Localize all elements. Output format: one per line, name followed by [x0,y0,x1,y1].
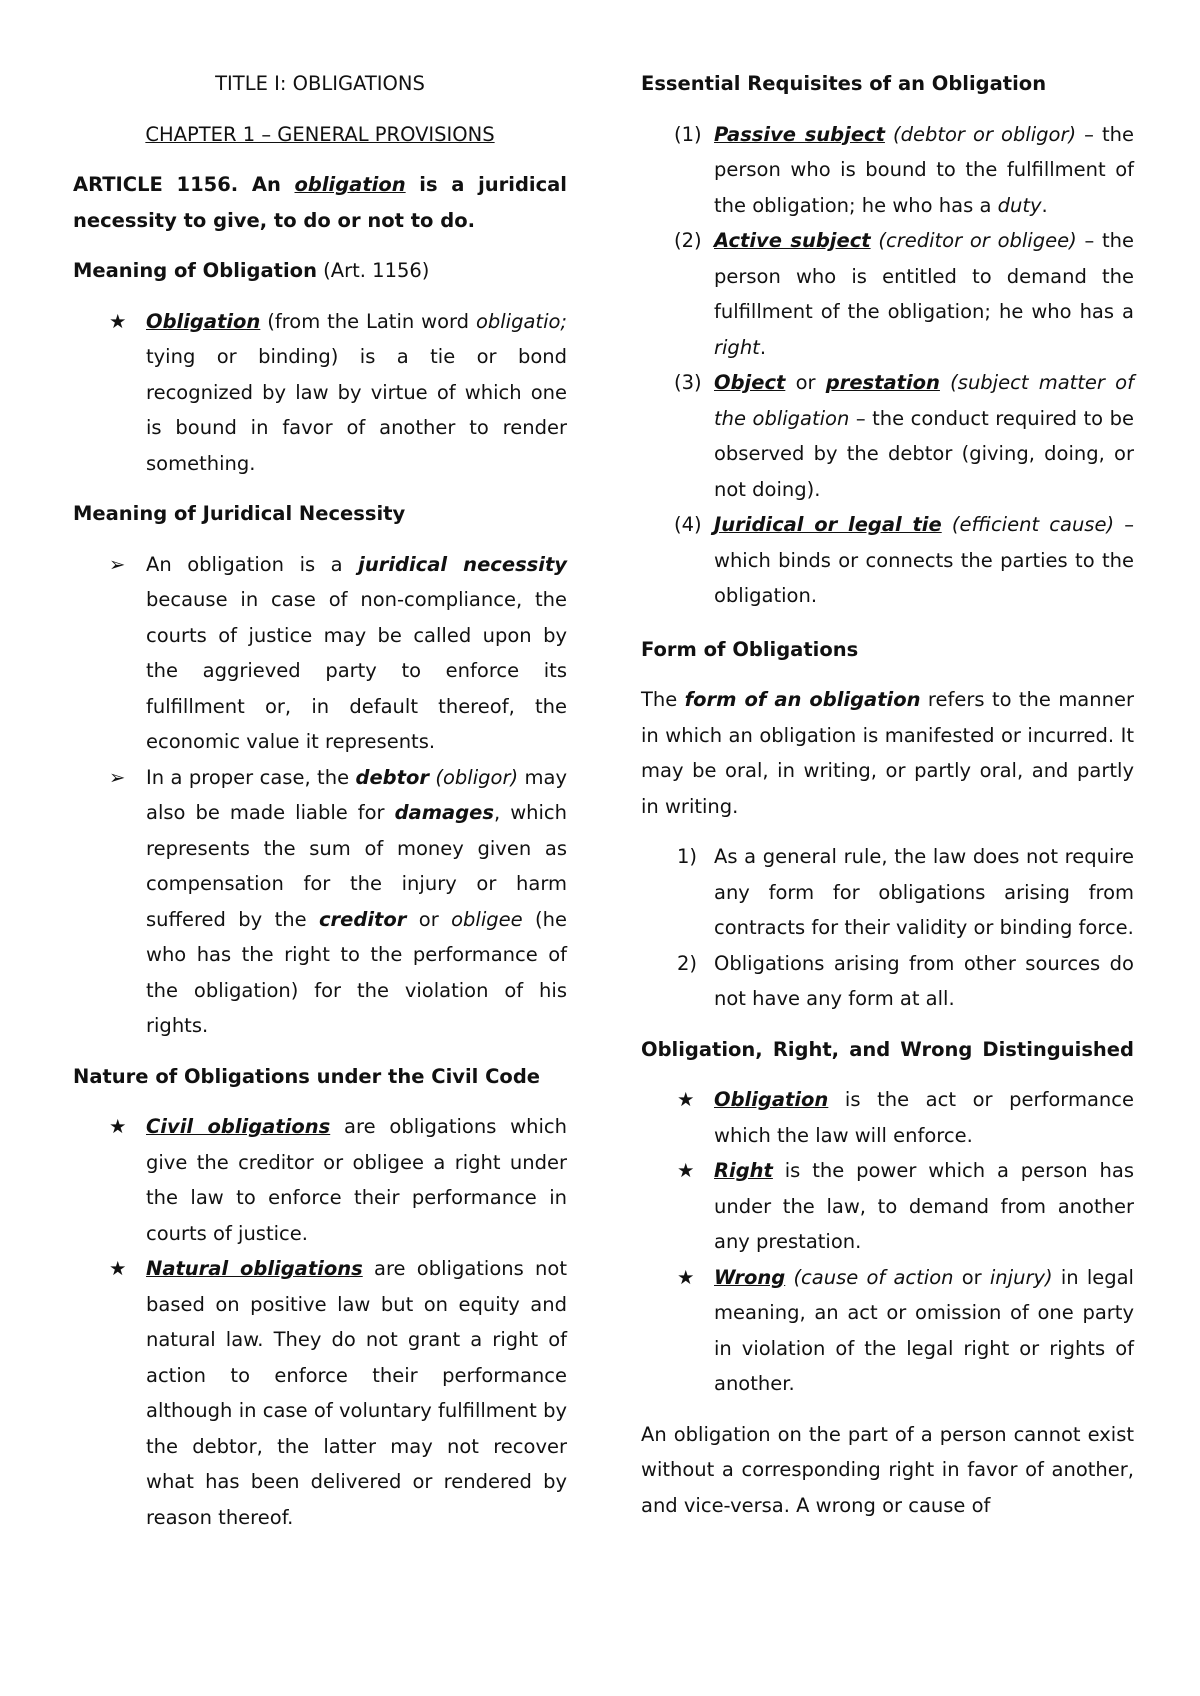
star-bullet-icon: ★ [109,309,127,333]
text: – the person who is bound to the fulfillment of the obligation; he who has a [714,122,1134,217]
text: duty [997,193,1042,217]
latin-term: obligatio; [475,309,567,333]
text: injury) [989,1265,1053,1289]
text: (cause of action [785,1265,954,1289]
term: prestation [825,371,940,394]
term: Wrong [714,1265,786,1289]
text: or [406,907,452,931]
list-item [641,117,1134,224]
list-item [73,1251,567,1535]
arrow-bullet-icon: ➢ [109,552,126,576]
term: juridical necessity [358,552,568,576]
text: obligee [451,907,523,931]
closing-paragraph: An obligation on the part of a person cannot exist without a corresponding right in favor of another, and vice-versa. A wrong or cause of [641,1422,1134,1517]
text: . [759,335,767,359]
text: in legal meaning, an act or omission of one party in violation of the legal right or rights of another. [714,1265,1134,1395]
article-1156 [73,167,567,238]
list-number: (1) [674,122,702,146]
chapter-title: CHAPTER 1 – GENERAL PROVISIONS [145,122,495,146]
list-item [641,1260,1134,1402]
term: form of an obligation [684,688,921,711]
term: Natural obligations [146,1257,363,1280]
text: – the conduct required to be observed by the debtor (giving, doing, or not doing). [714,406,1134,501]
text: As a general rule, the law does not require any form for obligations arising from contracts for their validity or binding force. [714,845,1134,939]
term: Active subject [714,229,871,252]
arrow-bullet-icon: ➢ [109,765,126,789]
star-bullet-icon: ★ [677,1265,695,1289]
list-item [641,365,1134,507]
distinguished-list [641,1082,1134,1402]
requisites-heading: Essential Requisites of an Obligation [641,72,1047,95]
list-number: (3) [674,371,702,394]
meaning-heading-ref: (Art. 1156) [316,259,430,282]
text: tying or binding) is a tie or bond recognized by law by virtue of which one is bound in favor of another to render something. [146,345,567,475]
meaning-list [73,304,567,482]
text: (obligor) [428,765,519,789]
star-bullet-icon: ★ [677,1088,695,1111]
text: because in case of non-compliance, the courts of justice may be called upon by the aggrieved party to enforce its fulfillment or, in default thereof, the economic value it represents. [146,588,567,753]
article-prefix: ARTICLE 1156. An [73,173,295,196]
text: , which represents the sum of money given as compensation for the injury or harm suffered by the [146,801,567,931]
text: (subject matter of the obligation [714,371,1134,430]
list-item [73,547,567,760]
list-item [641,839,1134,946]
left-column [73,66,567,1535]
text: (he who has the right to the performance of the obligation) for the violation of his rights. [146,907,567,1037]
term: damages [394,801,494,824]
term: Passive subject [714,122,885,146]
nature-list [73,1109,567,1535]
nature-heading: Nature of Obligations under the Civil Code [73,1064,541,1088]
text: Obligations arising from other sources do not have any form at all. [714,951,1134,1010]
text: (creditor or obligee) [870,229,1077,252]
list-number: (2) [674,229,702,252]
document-title: TITLE I: OBLIGATIONS [215,72,425,95]
right-column [641,66,1134,1523]
text: – the person who is entitled to demand the fulfillment of the obligation; he who has a [714,229,1134,323]
text: (from the Latin word [260,309,476,333]
chapter-heading [73,117,567,153]
form-intro [641,682,1134,824]
requisites-list [641,117,1134,614]
list-item [73,760,567,1044]
text: (debtor or obligor) [884,122,1077,146]
text: is the power which a person has under the law, to demand from another any prestation. [714,1159,1134,1253]
text: may also be made liable for [146,765,567,824]
text: right [714,335,760,359]
list-item [641,946,1134,1017]
meaning-heading-text: Meaning of Obligation [73,259,317,282]
star-bullet-icon: ★ [677,1159,695,1182]
term: Right [714,1159,773,1182]
list-item [73,1109,567,1251]
term: Juridical or legal tie [714,513,942,536]
list-item [73,304,567,482]
term: creditor [318,907,407,931]
heading-text: Obligation, Right, and Wrong Distinguished [641,1037,1134,1061]
text: – which binds or connects the parties to the obligation. [714,513,1134,607]
term: Obligation [146,309,261,333]
meaning-of-obligation-heading [73,253,567,289]
list-item [641,507,1134,614]
article-rest: is a juridical necessity to give, to do or not to do. [73,173,567,232]
term: debtor [355,765,429,789]
text: or [953,1265,990,1289]
text: An obligation is a [146,552,359,576]
star-bullet-icon: ★ [109,1257,127,1280]
form-list [641,839,1134,1017]
list-number: (4) [674,513,702,536]
text: or [785,371,826,394]
text: In a proper case, the [146,765,356,789]
text: refers to the manner in which an obligation is manifested or incurred. It may be oral, in writing, or partly oral, and partly in writing. [641,688,1134,818]
list-number: 2) [677,951,698,975]
juridical-list [73,547,567,1044]
text: are obligations which give the creditor or obligee a right under the law to enforce their performance in courts of justice. [146,1115,567,1245]
text: . [1041,193,1048,217]
form-heading: Form of Obligations [641,637,859,661]
text: is the act or performance which the law will enforce. [714,1088,1134,1147]
text: (efficient cause) [941,513,1115,536]
term: Obligation [714,1088,829,1111]
text: The [641,688,685,711]
term: Civil obligations [146,1115,331,1138]
list-item [641,1082,1134,1153]
term: Object [714,371,786,394]
juridical-necessity-heading: Meaning of Juridical Necessity [73,502,406,525]
text: are obligations not based on positive law but on equity and natural law. They do not grant a right of action to enforce their performance although in case of voluntary fulfillment by the debtor, the latter may not recover what has been delivered or rendered by reason thereof. [146,1257,567,1529]
list-number: 1) [677,845,698,868]
list-item [641,1153,1134,1260]
list-item [641,223,1134,365]
article-term: obligation [294,173,406,196]
distinguished-heading [641,1032,1134,1068]
star-bullet-icon: ★ [109,1115,127,1138]
